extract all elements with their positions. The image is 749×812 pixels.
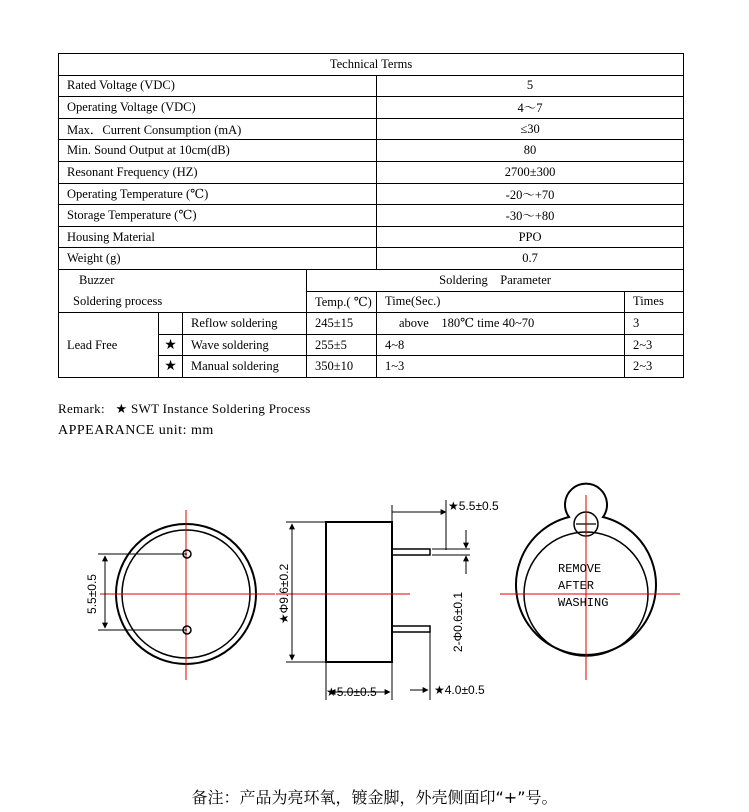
- spec-value: 0.7: [377, 248, 684, 270]
- spec-row: [59, 75, 684, 97]
- temp-reflow: 245±15: [307, 313, 377, 335]
- dim-pin-exposed: ★4.0±0.5: [434, 683, 485, 697]
- method-wave: Wave soldering: [183, 334, 307, 356]
- spec-row: [59, 183, 684, 205]
- spec-label: Min. Sound Output at 10cm(dB): [59, 140, 377, 162]
- method-reflow: Reflow soldering: [183, 313, 307, 335]
- spec-table: [58, 53, 684, 378]
- empty-star-cell: [159, 313, 183, 335]
- spec-row: [59, 226, 684, 248]
- temp-wave: 255±5: [307, 334, 377, 356]
- spec-value: 80: [377, 140, 684, 162]
- footer-note: 备注：产品为亮环氧，镀金脚，外壳侧面印“+”号。: [191, 788, 558, 807]
- spec-value: 2700±300: [377, 161, 684, 183]
- col-time: Time(Sec.): [377, 291, 625, 313]
- soldering-header-left-1: Buzzer: [59, 269, 307, 291]
- appearance-label: APPEARANCE unit: mm: [58, 423, 214, 438]
- spec-row: [59, 205, 684, 227]
- spec-value: -20～+70: [377, 183, 684, 205]
- times-wave: 2~3: [625, 334, 684, 356]
- spec-label: Weight (g): [59, 248, 377, 270]
- spec-row: [59, 118, 684, 140]
- dim-pin-diameter: 2-Φ0.6±0.1: [451, 591, 465, 653]
- dim-diameter: ★Φ9.6±0.2: [277, 563, 291, 625]
- dim-pin-length: ★5.5±0.5: [448, 499, 499, 513]
- soldering-subheader-row: [59, 291, 684, 313]
- method-manual: Manual soldering: [183, 356, 307, 378]
- temp-manual: 350±10: [307, 356, 377, 378]
- times-reflow: 3: [625, 313, 684, 335]
- bottom-view: [85, 510, 275, 680]
- spec-row: [59, 97, 684, 119]
- stamp-line-1: REMOVE: [558, 562, 602, 576]
- spec-label: Housing Material: [59, 226, 377, 248]
- soldering-header-row: [59, 269, 684, 291]
- times-manual: 2~3: [625, 356, 684, 378]
- spec-row: [59, 248, 684, 270]
- spec-title-row: [59, 54, 684, 76]
- col-times: Times: [625, 291, 684, 313]
- dim-pitch: 5.5±0.5: [85, 574, 99, 614]
- spec-label: Rated Voltage (VDC): [59, 75, 377, 97]
- stamp-line-3: WASHING: [558, 596, 609, 610]
- soldering-header-left-2: Soldering process: [59, 291, 307, 313]
- star-icon: ★: [159, 356, 183, 378]
- dim-height: ★5.0±0.5: [326, 685, 377, 699]
- soldering-row: [59, 313, 684, 335]
- time-reflow: above 180℃ time 40~70: [377, 313, 625, 335]
- spec-value: -30～+80: [377, 205, 684, 227]
- lead-free-label: Lead Free: [59, 313, 159, 378]
- spec-value: 4～7: [377, 97, 684, 119]
- stamp-line-2: AFTER: [558, 579, 595, 593]
- spec-value: ≤30: [377, 118, 684, 140]
- soldering-header-right: Soldering Parameter: [307, 269, 684, 291]
- spec-row: [59, 140, 684, 162]
- spec-label: Resonant Frequency (HZ): [59, 161, 377, 183]
- spec-label: Max．Current Consumption (mA): [59, 118, 377, 140]
- remark-text: Remark: ★ SWT Instance Soldering Process: [58, 401, 311, 416]
- time-manual: 1~3: [377, 356, 625, 378]
- spec-value: 5: [377, 75, 684, 97]
- spec-label: Operating Temperature (℃): [59, 183, 377, 205]
- appearance-drawing: [0, 440, 749, 780]
- col-temp: Temp.( ℃): [307, 291, 377, 313]
- spec-row: [59, 161, 684, 183]
- top-view: [500, 484, 680, 680]
- spec-value: PPO: [377, 226, 684, 248]
- spec-title: Technical Terms: [59, 54, 684, 76]
- time-wave: 4~8: [377, 334, 625, 356]
- side-view: [276, 499, 499, 700]
- spec-label: Operating Voltage (VDC): [59, 97, 377, 119]
- star-icon: ★: [159, 334, 183, 356]
- spec-label: Storage Temperature (℃): [59, 205, 377, 227]
